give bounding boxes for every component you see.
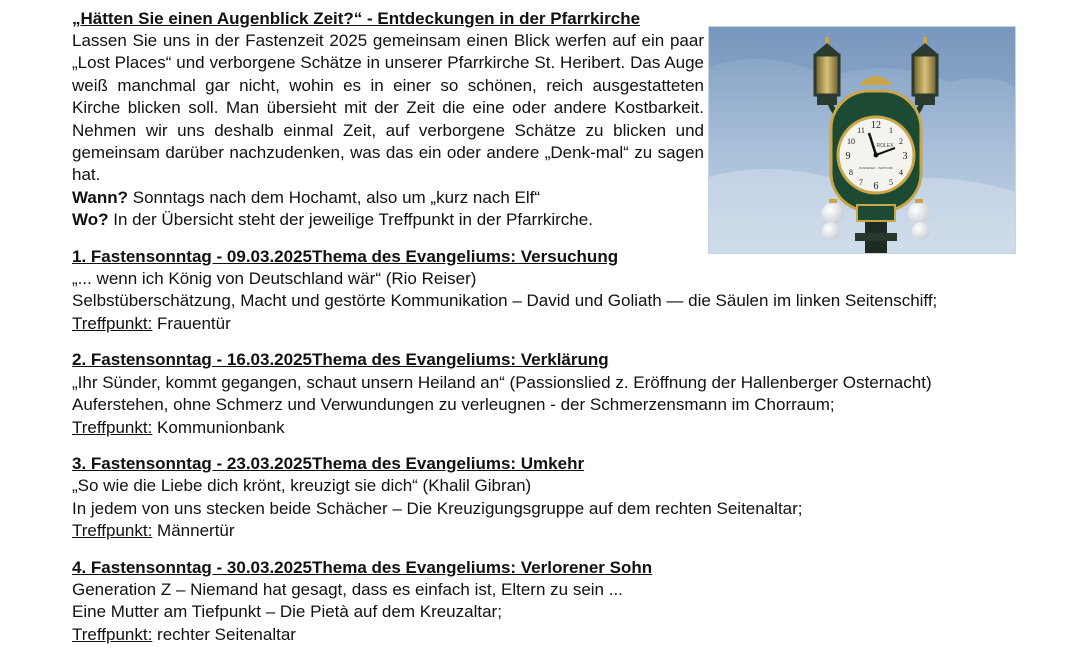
when-label: Wann? — [72, 187, 129, 207]
section-quote: „Ihr Sünder, kommt gegangen, schaut unsern Heiland an“ (Passionslied z. Eröffnung der Hallenberger Osternacht) — [72, 372, 932, 392]
clock-subtext: BUNDESEN · WATFORD — [858, 166, 894, 170]
clock-photo — [708, 26, 1016, 254]
meeting-point-label: Treffpunkt: — [72, 624, 153, 644]
svg-text:12: 12 — [871, 120, 881, 131]
clock-brand: ROLEX — [876, 143, 894, 149]
when-text: Sonntags nach dem Hochamt, also um „kurz nach Elf“ — [128, 187, 540, 207]
section-2 — [72, 349, 1012, 439]
svg-text:8: 8 — [849, 168, 853, 177]
intro-body: Lassen Sie uns in der Fastenzeit 2025 gemeinsam einen Blick werfen auf ein paar „Lost Places“ und verborgene Schätze in unserer Pfarrkirche St. Heribert. Das Auge weiß manchmal gar nicht, wohin es in einer so schönen, reich ausgestatteten Kirche blicken soll. Man übersieht mit der Zeit die eine oder andere Kostbarkeit. Nehmen wir uns deshalb einmal Zeit, auf verborgene Schätze zu blicken und gemeinsam darüber nachzudenken, was das ein oder andere „Denk-mal“ zu sagen hat. — [72, 31, 704, 185]
svg-text:6: 6 — [873, 181, 879, 192]
meeting-point-label: Treffpunkt: — [72, 313, 153, 333]
svg-text:4: 4 — [899, 168, 903, 177]
section-heading: 4. Fastensonntag - 30.03.2025Thema des Evangeliums: Verlorener Sohn — [72, 557, 653, 577]
section-heading: 2. Fastensonntag - 16.03.2025Thema des Evangeliums: Verklärung — [72, 350, 609, 370]
svg-text:3: 3 — [902, 151, 908, 162]
meeting-point-label: Treffpunkt: — [72, 521, 153, 541]
clock-face — [838, 117, 914, 193]
meeting-point-label: Treffpunkt: — [72, 417, 153, 437]
section-description: Auferstehen, ohne Schmerz und Verwundungen zu verleugnen - der Schmerzensmann im Chorraum; — [72, 395, 835, 415]
when-line — [72, 187, 704, 209]
section-1 — [72, 246, 1012, 336]
svg-text:10: 10 — [847, 137, 855, 146]
section-description: In jedem von uns stecken beide Schächer – Die Kreuzigungsgruppe auf dem rechten Seitenaltar; — [72, 498, 803, 518]
where-line — [72, 209, 704, 231]
meeting-point — [72, 520, 1012, 542]
section-heading: 1. Fastensonntag - 09.03.2025Thema des Evangeliums: Versuchung — [72, 246, 619, 266]
meeting-point-place: rechter Seitenaltar — [152, 624, 296, 644]
meeting-point-place: Männertür — [152, 521, 235, 541]
where-label: Wo? — [72, 210, 109, 230]
section-heading: 3. Fastensonntag - 23.03.2025Thema des Evangeliums: Umkehr — [72, 453, 585, 473]
meeting-point-place: Kommunionbank — [152, 417, 285, 437]
where-text: In der Übersicht steht der jeweilige Treffpunkt in der Pfarrkirche. — [108, 210, 593, 230]
section-description: Selbstüberschätzung, Macht und gestörte Kommunikation – David und Goliath — die Säulen im linken Seitenschiff; — [72, 291, 938, 311]
meeting-point — [72, 624, 1012, 646]
svg-text:1: 1 — [889, 126, 893, 135]
section-quote: „... wenn ich König von Deutschland wär“ (Rio Reiser) — [72, 269, 477, 289]
section-4 — [72, 557, 1012, 647]
section-description: Eine Mutter am Tiefpunkt – Die Pietà auf dem Kreuzaltar; — [72, 602, 502, 622]
intro-block — [72, 8, 704, 232]
section-quote: „So wie die Liebe dich krönt, kreuzigt sie dich“ (Khalil Gibran) — [72, 476, 532, 496]
meeting-point — [72, 313, 1012, 335]
section-3 — [72, 453, 1012, 543]
meeting-point-place: Frauentür — [152, 313, 231, 333]
svg-text:11: 11 — [857, 126, 865, 135]
svg-text:5: 5 — [889, 178, 893, 187]
section-quote: Generation Z – Niemand hat gesagt, dass es einfach ist, Eltern zu sein ... — [72, 579, 623, 599]
meeting-point — [72, 417, 1012, 439]
svg-text:2: 2 — [899, 137, 903, 146]
svg-text:9: 9 — [845, 151, 851, 162]
street-clock-image — [709, 27, 1015, 253]
svg-text:7: 7 — [859, 178, 863, 187]
intro-title: „Hätten Sie einen Augenblick Zeit?“ - Entdeckungen in der Pfarrkirche — [72, 9, 641, 28]
